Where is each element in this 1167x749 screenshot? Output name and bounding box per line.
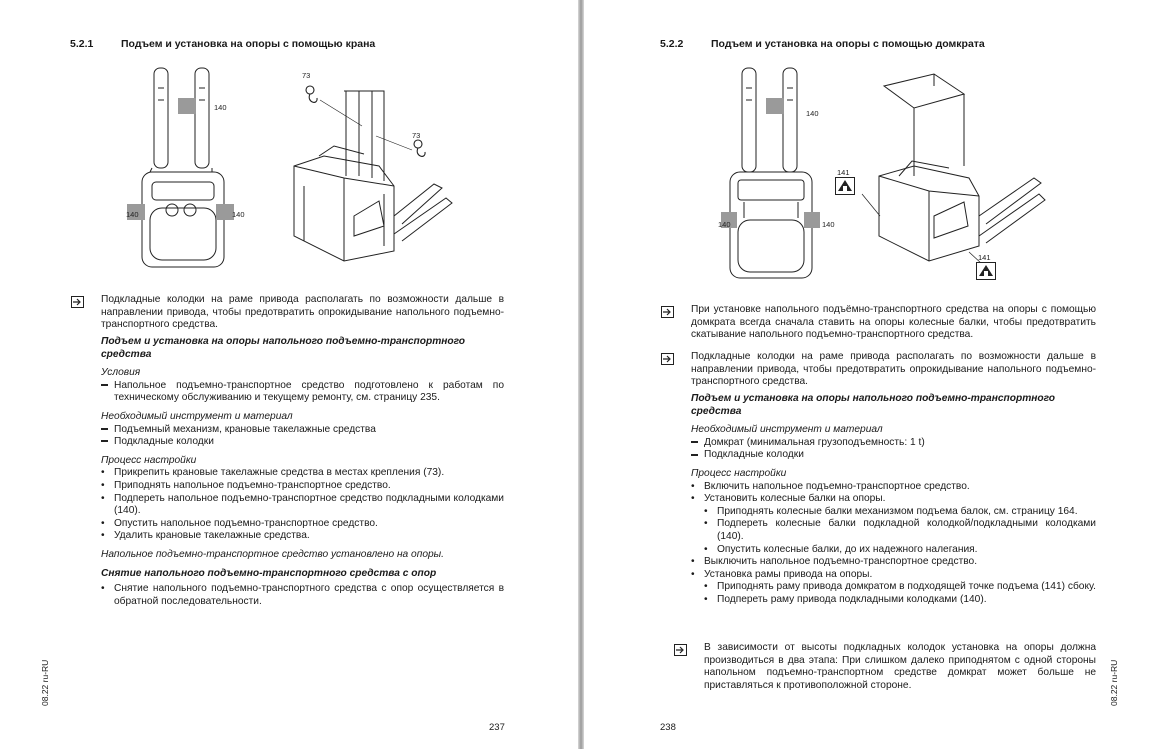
label-141-b: 141 <box>978 253 991 262</box>
list-item: • Подпереть раму привода подкладными колодками (140). <box>704 593 987 605</box>
truck-iso-view-figure <box>834 66 1054 286</box>
list-item: Подкладные колодки <box>101 436 504 449</box>
note-blocks-placement: Подкладные колодки на раме привода располагать по возможности дальше в направлении привода, чтобы предотвратить опрокидывание напольного подъемно-транспортного средства. <box>691 351 1096 388</box>
page-number: 237 <box>489 722 505 733</box>
conditions-label: Условия <box>101 367 141 379</box>
note-blocks-placement: Подкладные колодки на раме привода располагать по возможности дальше в направлении привода, чтобы предотвратить опрокидывание напольного подъемно-транспортного средства. <box>101 294 504 331</box>
note-two-stage: В зависимости от высоты подкладных колодок установка на опоры должна производиться в два этапа: При слишком далеко приподнятом с одной стороны напольном подъемно-транспортном средстве домкрат может больше не приставляться к противоположной стороне. <box>704 642 1096 691</box>
section-title: Подъем и установка на опоры с помощью домкрата <box>711 38 985 50</box>
list-item: • Подпереть напольное подъемно-транспортное средство подкладными колодками (140). <box>101 492 504 517</box>
label-73-a: 73 <box>302 71 311 80</box>
side-code: 08.22 ru-RU <box>1109 659 1119 706</box>
list-item: • Приподнять колесные балки механизмом подъема балок, см. страницу 164. <box>704 505 1078 517</box>
label-140-top: 140 <box>214 103 227 112</box>
page-number: 238 <box>660 722 676 733</box>
side-code: 08.22 ru-RU <box>40 659 50 706</box>
right-page <box>584 0 1167 749</box>
process-label: Процесс настройки <box>101 454 197 466</box>
label-140-right: 140 <box>232 210 245 219</box>
label-73-b: 73 <box>412 131 421 140</box>
section-number: 5.2.2 <box>660 38 684 50</box>
tools-label: Необходимый инструмент и материал <box>691 424 883 436</box>
list-item: • Включить напольное подъемно-транспортное средство. <box>691 480 970 492</box>
list-item: • Прикрепить крановые такелажные средства в местах крепления (73). <box>101 467 445 479</box>
hint-arrow-icon <box>71 296 84 308</box>
list-item: • Снятие напольного подъемно-транспортного средства с опор осуществляется в обратной последовательности. <box>101 583 504 607</box>
label-140-left: 140 <box>126 210 139 219</box>
jack-point-icon <box>976 262 996 280</box>
heading-lifting: Подъем и установка на опоры напольного подъемно-транспортного средства <box>101 336 466 360</box>
heading-removal: Снятие напольного подъемно-транспортного средства с опор <box>101 567 437 579</box>
list-item: • Подпереть колесные балки подкладной колодкой/подкладными колодками (140). <box>704 518 1096 542</box>
label-141-a: 141 <box>837 168 850 177</box>
left-page <box>0 0 580 749</box>
section-title: Подъем и установка на опоры с помощью крана <box>121 38 376 50</box>
list-item: • Опустить колесные балки, до их надежного налегания. <box>704 543 978 555</box>
jack-point-icon <box>835 177 855 195</box>
hint-arrow-icon <box>674 644 687 656</box>
list-item: • Приподнять напольное подъемно-транспортное средство. <box>101 479 391 491</box>
hint-arrow-icon <box>661 353 674 365</box>
hint-arrow-icon <box>661 306 674 318</box>
heading-lifting: Подъем и установка на опоры напольного подъемно-транспортного средства <box>691 393 1056 417</box>
truck-top-view-figure <box>120 60 250 275</box>
list-item: Домкрат (минимальная грузоподъемность: 1 t) <box>691 437 1096 450</box>
label-140-right: 140 <box>822 220 835 229</box>
result-text: Напольное подъемно-транспортное средство установлено на опоры. <box>101 548 444 560</box>
truck-top-view-figure <box>708 60 838 285</box>
label-140-top: 140 <box>806 109 819 118</box>
note-jack-order: При установке напольного подъёмно-транспортного средства на опоры с помощью домкрата всегда сначала ставить на опоры колесные балки, чтобы предотвратить скатывание напольного подъемно-транспортного средства. <box>691 304 1096 341</box>
list-item: • Выключить напольное подъемно-транспортное средство. <box>691 556 978 568</box>
list-item: Подкладные колодки <box>691 449 1096 462</box>
list-item: • Опустить напольное подъемно-транспортное средство. <box>101 517 378 529</box>
list-item: • Установить колесные балки на опоры. <box>691 493 886 505</box>
list-item: • Приподнять раму привода домкратом в подходящей точке подъема (141) сбоку. <box>704 581 1096 593</box>
list-item: Напольное подъемно-транспортное средство подготовлено к работам по техническому обслуживанию и текущему ремонту, см. страницу 235. <box>101 380 504 405</box>
truck-iso-view-figure <box>284 66 454 276</box>
list-item: Подъемный механизм, крановые такелажные средства <box>101 424 504 437</box>
section-number: 5.2.1 <box>70 38 94 50</box>
tools-label: Необходимый инструмент и материал <box>101 410 293 422</box>
list-item: • Установка рамы привода на опоры. <box>691 568 873 580</box>
process-label: Процесс настройки <box>691 467 787 479</box>
list-item: • Удалить крановые такелажные средства. <box>101 530 310 542</box>
label-140-left: 140 <box>718 220 731 229</box>
